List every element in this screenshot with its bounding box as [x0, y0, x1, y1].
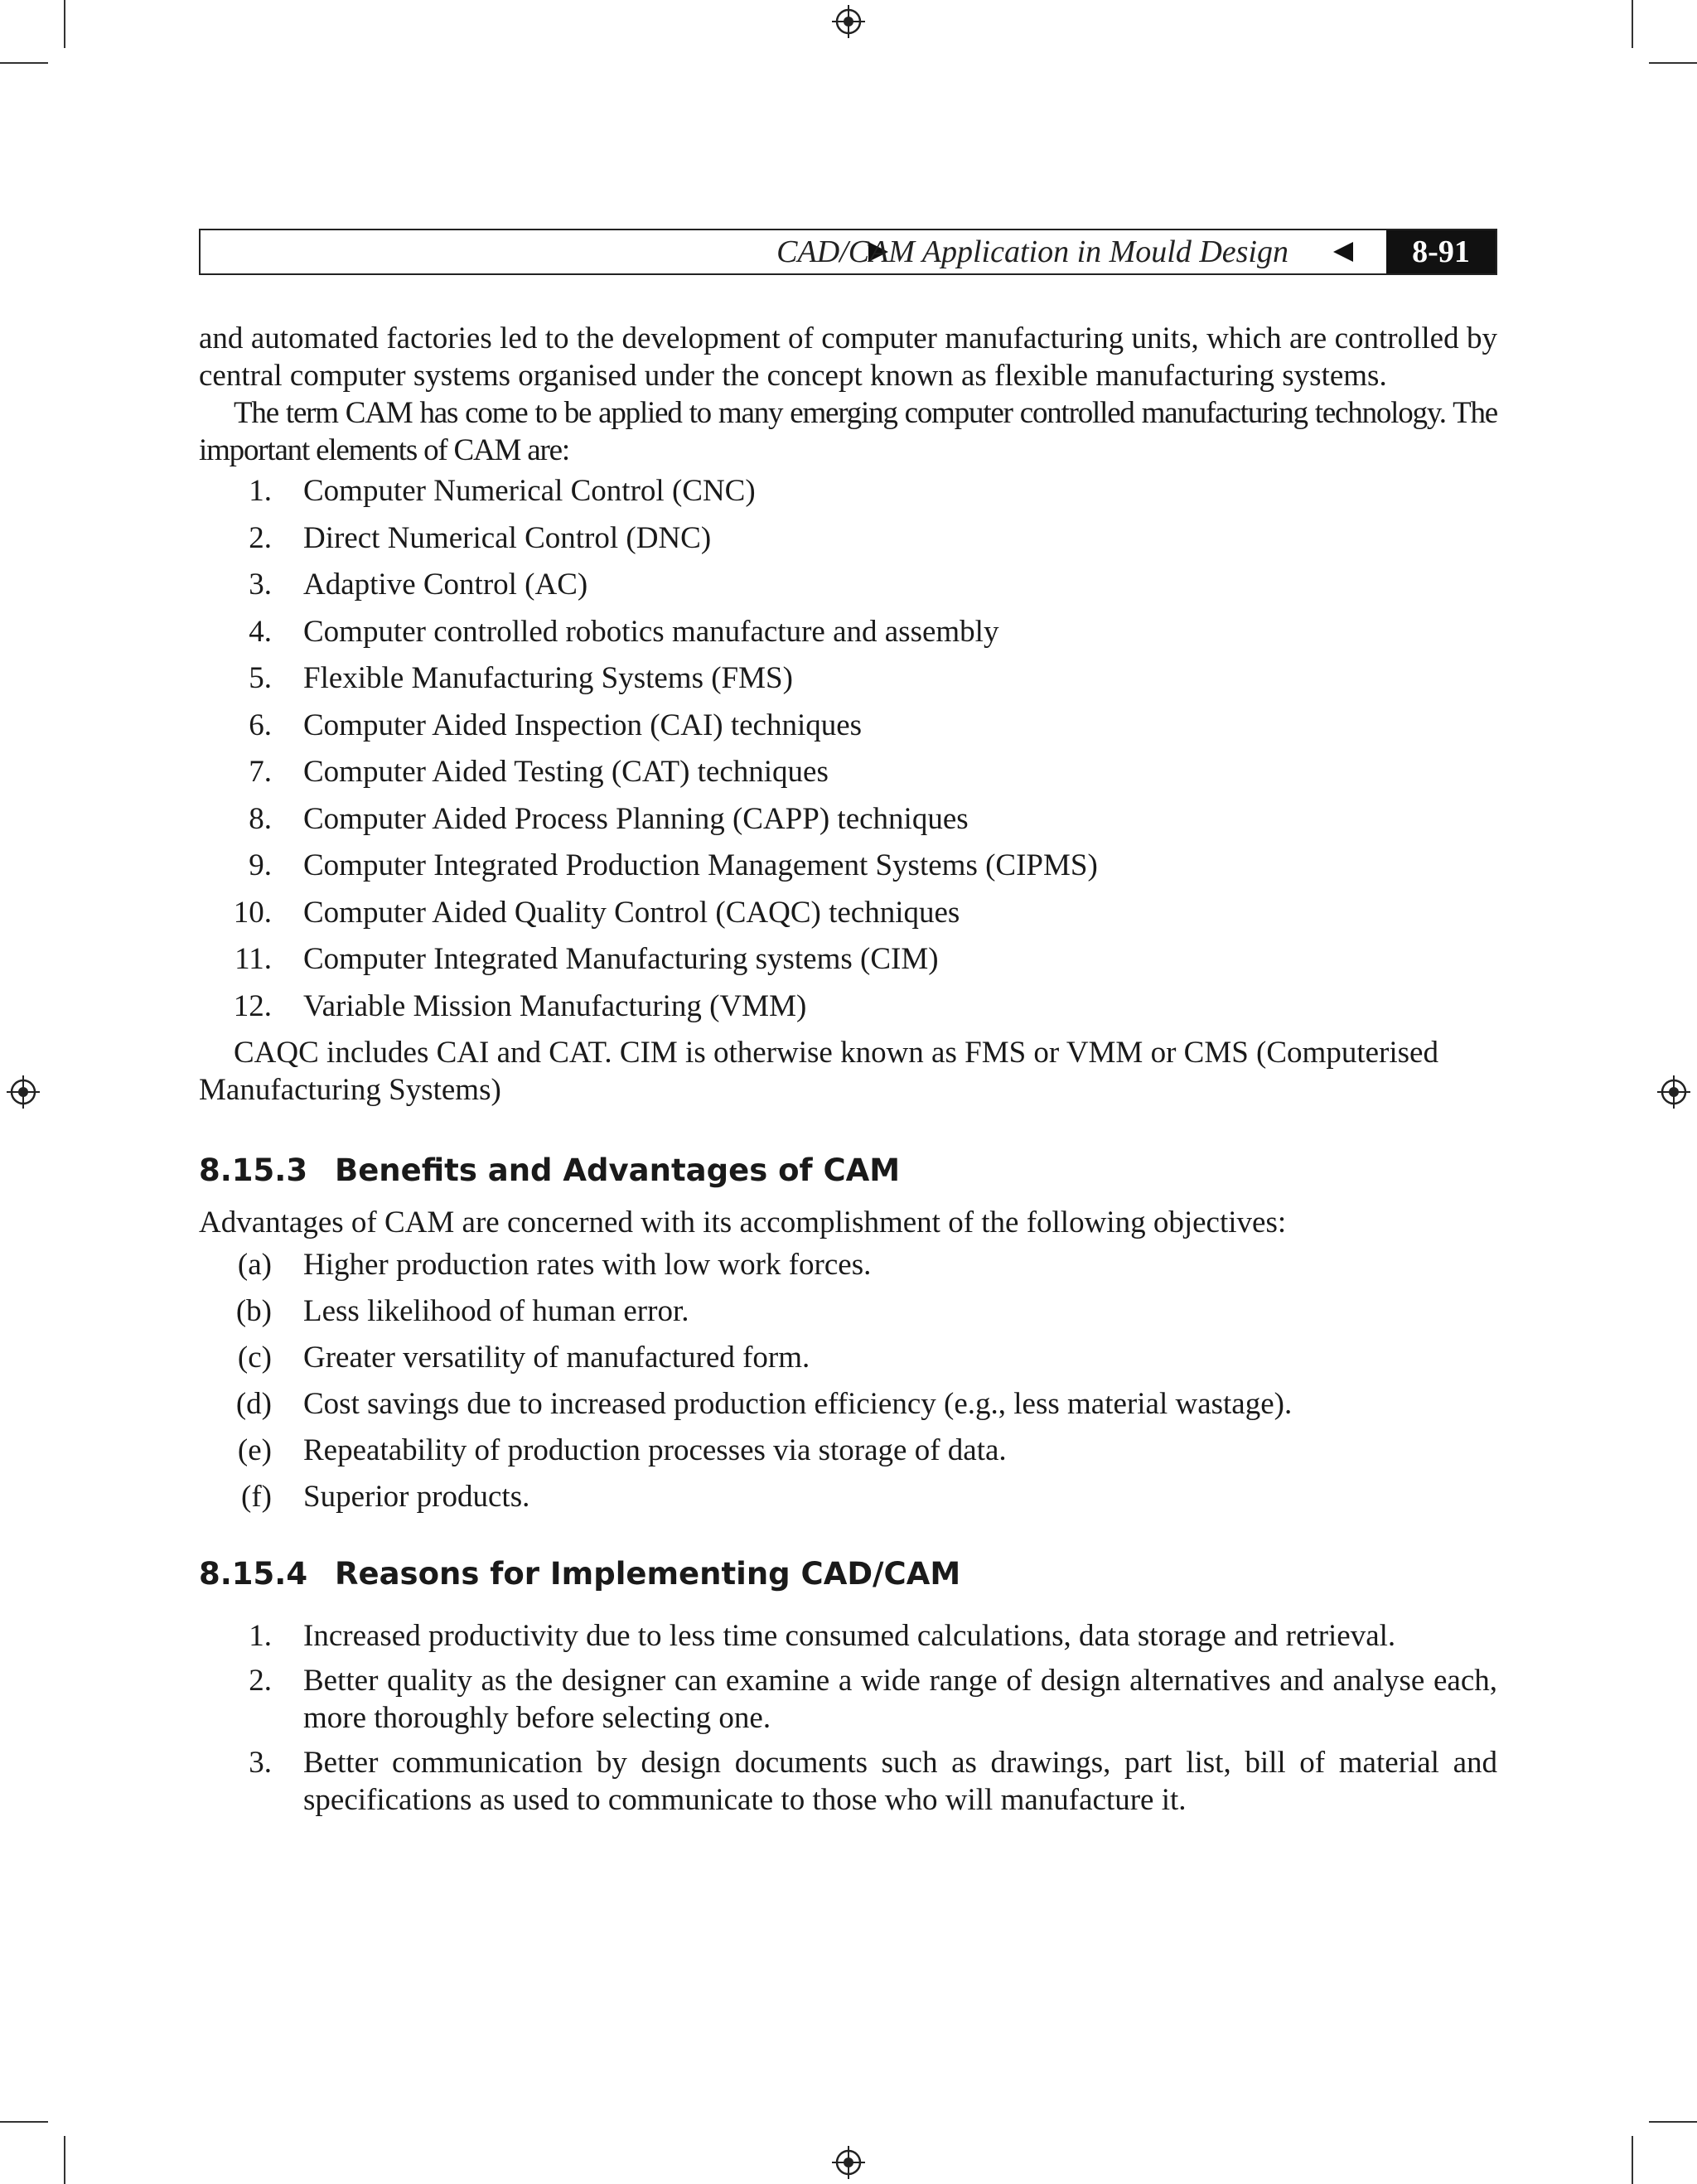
- list-item: (b) Less likelihood of human error.: [235, 1294, 689, 1328]
- crop-mark: [64, 2136, 65, 2184]
- list-item: 4. Computer controlled robotics manufacture and assembly: [249, 614, 999, 649]
- crop-mark: [1649, 2121, 1697, 2123]
- registration-mark-icon: [832, 2146, 865, 2179]
- cam-elements-list: [199, 472, 1497, 1025]
- registration-mark-icon: [7, 1075, 40, 1109]
- registration-mark-icon: [1657, 1075, 1690, 1109]
- list-item: 10. Computer Aided Quality Control (CAQC) techniques: [233, 895, 960, 930]
- list-item: (d) Cost savings due to increased production efficiency (e.g., less material wastage).: [235, 1387, 1293, 1421]
- crop-mark: [1632, 2136, 1633, 2184]
- paragraph: CAQC includes CAI and CAT. CIM is otherwise known as FMS or VMM or CMS (Computerised Manufacturing Systems): [199, 1036, 1438, 1107]
- page-body: [199, 320, 1497, 1826]
- page-number: 8-91: [1386, 230, 1496, 273]
- list-item: 11. Computer Integrated Manufacturing systems (CIM): [234, 942, 939, 976]
- crop-mark: [0, 62, 48, 64]
- list-item: (c) Greater versatility of manufactured form.: [237, 1341, 810, 1375]
- paragraph: Advantages of CAM are concerned with its accomplishment of the following objectives:: [199, 1206, 1287, 1239]
- list-item: 1. Computer Numerical Control (CNC): [249, 474, 756, 508]
- list-item: 6. Computer Aided Inspection (CAI) techniques: [249, 708, 863, 742]
- list-item: 1. Increased productivity due to less time consumed calculations, data storage and retrieval.: [249, 1619, 1396, 1653]
- list-item: (f) Superior products.: [241, 1480, 530, 1514]
- reasons-list: [199, 1617, 1497, 1819]
- list-item: (e) Repeatability of production processes via storage of data.: [237, 1433, 1007, 1467]
- crop-mark: [1632, 0, 1633, 48]
- registration-mark-icon: [832, 5, 865, 38]
- header-title: CAD/CAM Application in Mould Design: [776, 234, 1288, 269]
- crop-mark: [1649, 62, 1697, 64]
- section-heading: 8.15.3 Benefits and Advantages of CAM: [199, 1152, 901, 1188]
- paragraph: and automated factories led to the development of computer manufacturing units, which are controlled by central computer systems organised under the concept known as flexible manufacturing systems.: [199, 321, 1497, 393]
- advantages-list: [199, 1246, 1497, 1515]
- section-heading: 8.15.4 Reasons for Implementing CAD/CAM: [199, 1556, 961, 1592]
- crop-mark: [0, 2121, 48, 2123]
- paragraph: The term CAM has come to be applied to many emerging computer controlled manufacturing technology. The important elements of CAM are:: [199, 396, 1497, 467]
- list-item: 7. Computer Aided Testing (CAT) techniques: [249, 755, 829, 789]
- list-item: 12. Variable Mission Manufacturing (VMM): [233, 988, 807, 1023]
- list-item: 2. Direct Numerical Control (DNC): [249, 520, 712, 555]
- crop-mark: [64, 0, 65, 48]
- list-item: 3. Better communication by design documents such as drawings, part list, bill of material and specifications as used to communicate to those who will manufacture it.: [249, 1746, 1497, 1817]
- triangle-left-icon: [1333, 242, 1353, 262]
- running-header: [199, 229, 1497, 275]
- list-item: 3. Adaptive Control (AC): [249, 568, 588, 602]
- list-item: 2. Better quality as the designer can examine a wide range of design alternatives and analyse each, more thoroughly before selecting one.: [249, 1664, 1497, 1735]
- list-item: 9. Computer Integrated Production Management Systems (CIPMS): [249, 848, 1098, 882]
- list-item: 5. Flexible Manufacturing Systems (FMS): [249, 661, 793, 695]
- list-item: (a) Higher production rates with low work forces.: [237, 1248, 872, 1282]
- list-item: 8. Computer Aided Process Planning (CAPP) techniques: [249, 801, 969, 836]
